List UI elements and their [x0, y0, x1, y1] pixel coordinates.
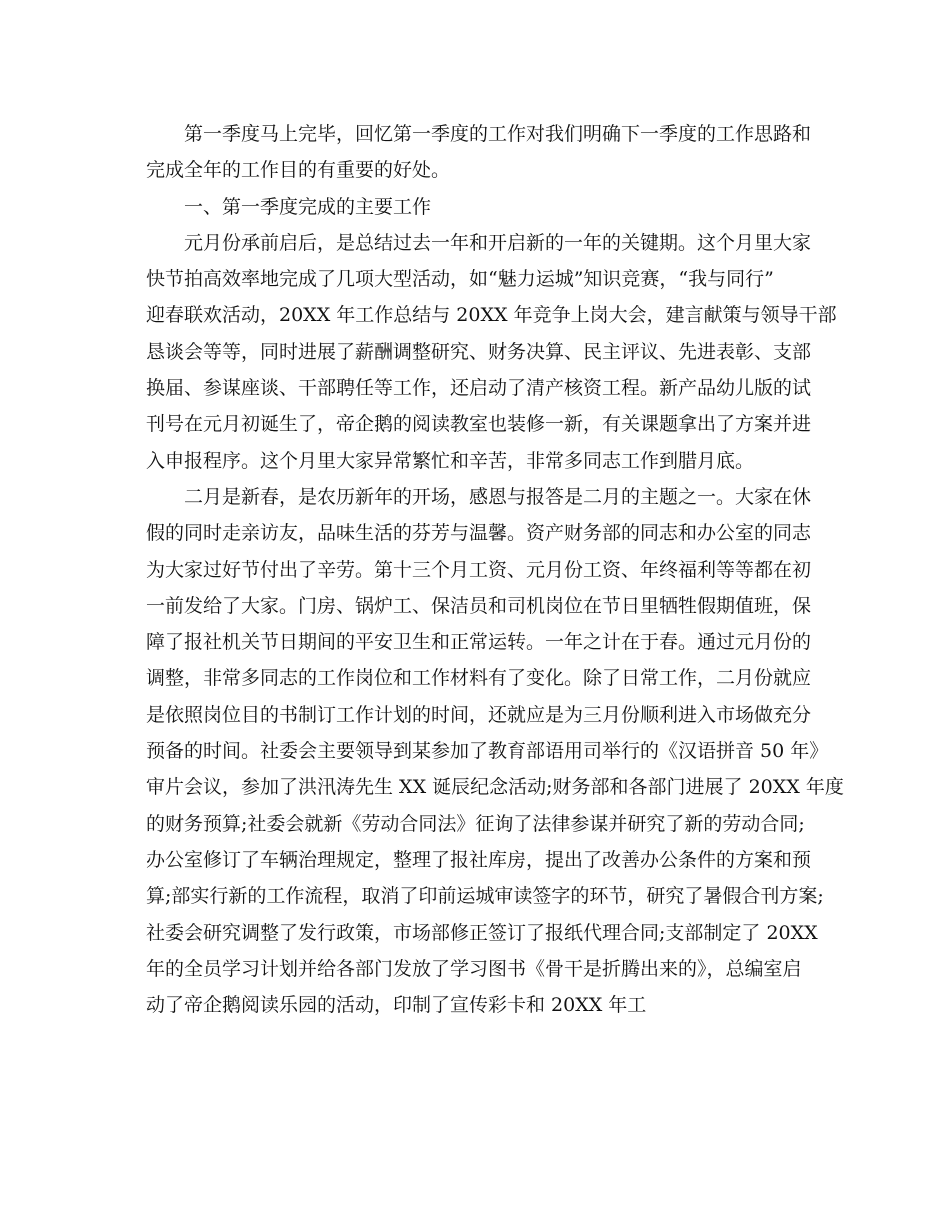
- paragraph-january-line-1: 元月份承前启后，是总结过去一年和开启新的一年的关键期。这个月里大家: [184, 231, 812, 254]
- paragraph-january-line-7: 入申报程序。这个月里大家异常繁忙和辛苦，非常多同志工作到腊月底。: [146, 449, 755, 472]
- paragraph-february-line-12: 算;部实行新的工作流程，取消了印前运城审读签字的环节，研究了暑假合刊方案;: [146, 885, 824, 908]
- paragraph-january-line-5: 换届、参谋座谈、干部聘任等工作，还启动了清产核资工程。新产品幼儿版的试: [146, 377, 812, 400]
- paragraph-february-line-7: 是依照岗位目的书制订工作计划的时间，还就应是为三月份顺利进入市场做充分: [146, 703, 812, 726]
- paragraph-intro-line-1: 第一季度马上完毕，回忆第一季度的工作对我们明确下一季度的工作思路和: [184, 123, 812, 145]
- paragraph-february-line-6: 调整，非常多同志的工作岗位和工作材料有了变化。除了日常工作，二月份就应: [146, 667, 812, 690]
- paragraph-february-line-4: 一前发给了大家。门房、锅炉工、保洁员和司机岗位在节日里牺牲假期值班，保: [146, 594, 812, 617]
- paragraph-january-line-3: 迎春联欢活动，20XX 年工作总结与 20XX 年竞争上岗大会，建言献策与领导干部: [146, 304, 837, 327]
- paragraph-intro-line-2: 完成全年的工作目的有重要的好处。: [146, 159, 451, 182]
- paragraph-february-line-13: 社委会研究调整了发行政策，市场部修正签订了报纸代理合同;支部制定了 20XX: [146, 921, 818, 944]
- paragraph-february-line-10: 的财务预算;社委会就新《劳动合同法》征询了法律参谋并研究了新的劳动合同;: [146, 812, 805, 835]
- paragraph-february-line-15: 动了帝企鹅阅读乐园的活动，印制了宣传彩卡和 20XX 年工: [146, 994, 647, 1017]
- paragraph-february-line-14: 年的全员学习计划并给各部门发放了学习图书《骨干是折腾出来的》，总编室启: [146, 957, 802, 980]
- document-body: [146, 116, 844, 1023]
- section-heading: 一、第一季度完成的主要工作: [184, 195, 432, 218]
- paragraph-january-line-2: 快节拍高效率地完成了几项大型活动，如“魅力运城”知识竞赛，“我与同行”: [146, 268, 774, 291]
- paragraph-february-line-1: 二月是新春，是农历新年的开场，感恩与报答是二月的主题之一。大家在休: [184, 485, 812, 508]
- paragraph-january-line-4: 恳谈会等等，同时进展了薪酬调整研究、财务决算、民主评议、先进表彰、支部: [146, 340, 812, 363]
- paragraph-february-line-9: 审片会议，参加了洪汛涛先生 XX 诞辰纪念活动;财务部和各部门进展了 20XX 年度: [146, 776, 844, 799]
- paragraph-february-line-8: 预备的时间。社委会主要领导到某参加了教育部语用司举行的《汉语拼音 50 年》: [146, 740, 829, 763]
- paragraph-january-line-6: 刊号在元月初诞生了，帝企鹅的阅读教室也装修一新，有关课题拿出了方案并进: [146, 413, 812, 436]
- paragraph-february-line-2: 假的同时走亲访友，品味生活的芬芳与温馨。资产财务部的同志和办公室的同志: [146, 522, 812, 545]
- paragraph-february-line-3: 为大家过好节付出了辛劳。第十三个月工资、元月份工资、年终福利等等都在初: [146, 558, 812, 581]
- paragraph-february-line-5: 障了报社机关节日期间的平安卫生和正常运转。一年之计在于春。通过元月份的: [146, 631, 812, 654]
- paragraph-february-line-11: 办公室修订了车辆治理规定，整理了报社库房，提出了改善办公条件的方案和预: [146, 848, 812, 871]
